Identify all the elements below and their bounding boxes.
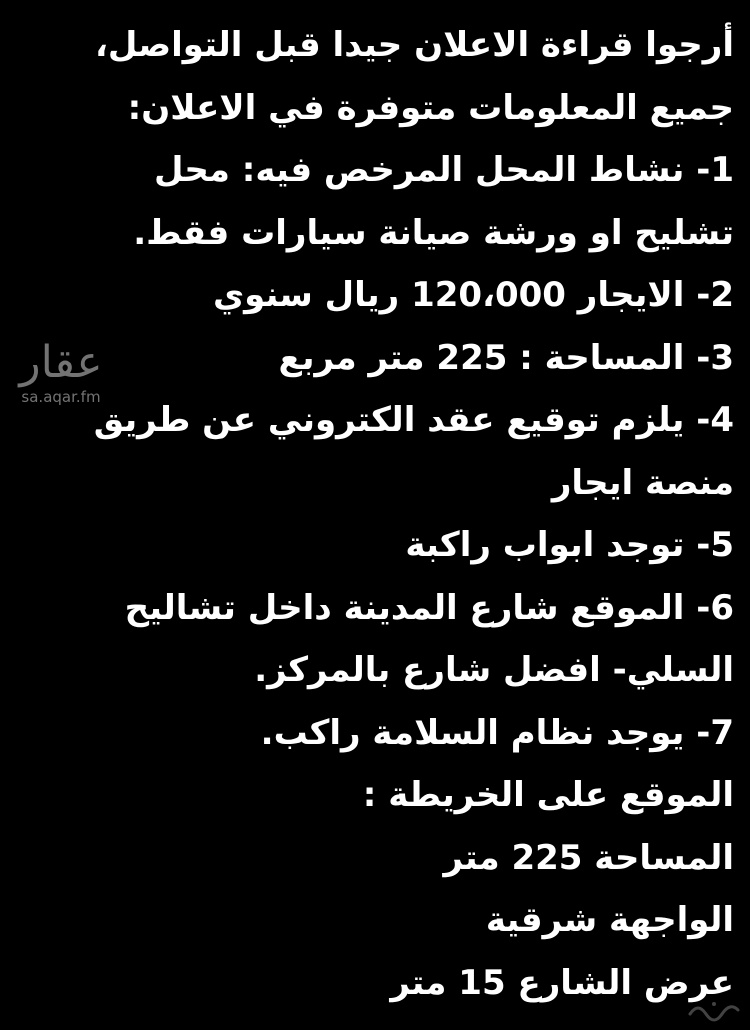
item-4-contract: 4- يلزم توقيع عقد الكتروني عن طريق: [93, 400, 734, 440]
item-1-continued: تشليح او ورشة صيانة سيارات فقط.: [133, 212, 734, 253]
map-street-width: عرض الشارع 15 متر: [390, 962, 734, 1003]
map-facade: الواجهة شرقية: [485, 900, 734, 940]
aqar-url: sa.aqar.fm: [21, 388, 101, 406]
notice-line-read-carefully: أرجوا قراءة الاعلان جيدا قبل التواصل،: [95, 25, 734, 65]
item-6-continued: السلي- افضل شارع بالمركز.: [254, 650, 734, 690]
item-5-doors: 5- توجد ابواب راكبة: [405, 525, 734, 565]
map-area: المساحة 225 متر: [443, 837, 734, 878]
corner-watermark-logo-icon: [684, 996, 742, 1022]
ad-text-block: [14, 14, 734, 1014]
aqar-watermark: [2, 338, 126, 410]
item-2-rent: 2- الايجار 120،000 ريال سنوي: [213, 275, 734, 315]
item-6-location: 6- الموقع شارع المدينة داخل تشاليح: [124, 587, 734, 628]
aqar-logo: عقار: [19, 337, 103, 388]
item-4-continued: منصة ايجار: [551, 462, 734, 503]
notice-line-info-available: جميع المعلومات متوفرة في الاعلان:: [127, 87, 734, 128]
item-7-safety-system: 7- يوجد نظام السلامة راكب.: [260, 712, 734, 753]
map-location-heading: الموقع على الخريطة :: [362, 775, 734, 815]
item-1-licensed-activity: 1- نشاط المحل المرخص فيه: محل: [154, 150, 734, 190]
item-3-area: 3- المساحة : 225 متر مربع: [278, 337, 734, 378]
